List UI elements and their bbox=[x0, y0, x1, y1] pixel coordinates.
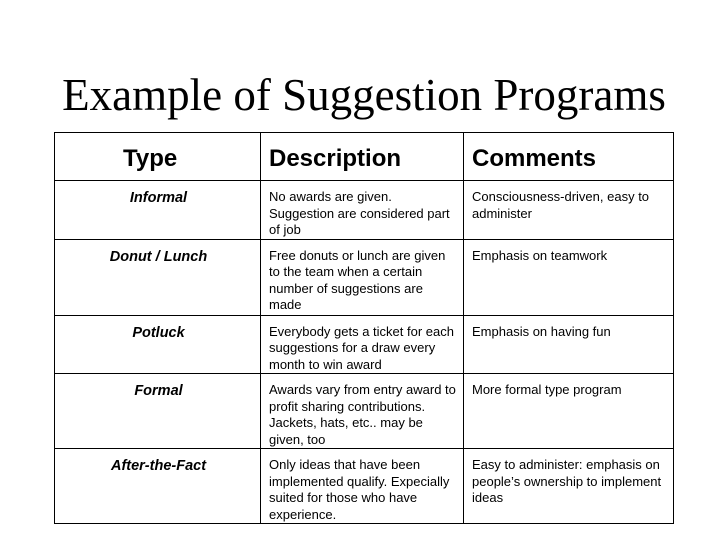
table-header-row bbox=[55, 133, 674, 181]
table-row bbox=[55, 374, 674, 449]
type-cell: Informal bbox=[55, 181, 261, 240]
description-cell: Everybody gets a ticket for each suggestions for a draw every month to win award bbox=[261, 315, 464, 374]
type-cell: Donut / Lunch bbox=[55, 239, 261, 315]
comments-cell: More formal type program bbox=[464, 374, 674, 449]
description-cell: No awards are given. Suggestion are considered part of job bbox=[261, 181, 464, 240]
table-row bbox=[55, 449, 674, 524]
column-header-type: Type bbox=[55, 133, 261, 181]
comments-cell: Emphasis on having fun bbox=[464, 315, 674, 374]
table-row bbox=[55, 239, 674, 315]
type-cell: Potluck bbox=[55, 315, 261, 374]
description-cell: Free donuts or lunch are given to the team when a certain number of suggestions are made bbox=[261, 239, 464, 315]
comments-cell: Consciousness-driven, easy to administer bbox=[464, 181, 674, 240]
suggestion-programs-table bbox=[54, 132, 674, 524]
table-row bbox=[55, 315, 674, 374]
description-cell: Awards vary from entry award to profit sharing contributions. Jackets, hats, etc.. may be given, too bbox=[261, 374, 464, 449]
type-cell: Formal bbox=[55, 374, 261, 449]
slide-title: Example of Suggestion Programs bbox=[62, 70, 666, 120]
type-cell: After-the-Fact bbox=[55, 449, 261, 524]
column-header-comments: Comments bbox=[464, 133, 674, 181]
table-row bbox=[55, 181, 674, 240]
column-header-description: Description bbox=[261, 133, 464, 181]
description-cell: Only ideas that have been implemented qualify. Expecially suited for those who have experience. bbox=[261, 449, 464, 524]
comments-cell: Emphasis on teamwork bbox=[464, 239, 674, 315]
comments-cell: Easy to administer: emphasis on people’s ownership to implement ideas bbox=[464, 449, 674, 524]
